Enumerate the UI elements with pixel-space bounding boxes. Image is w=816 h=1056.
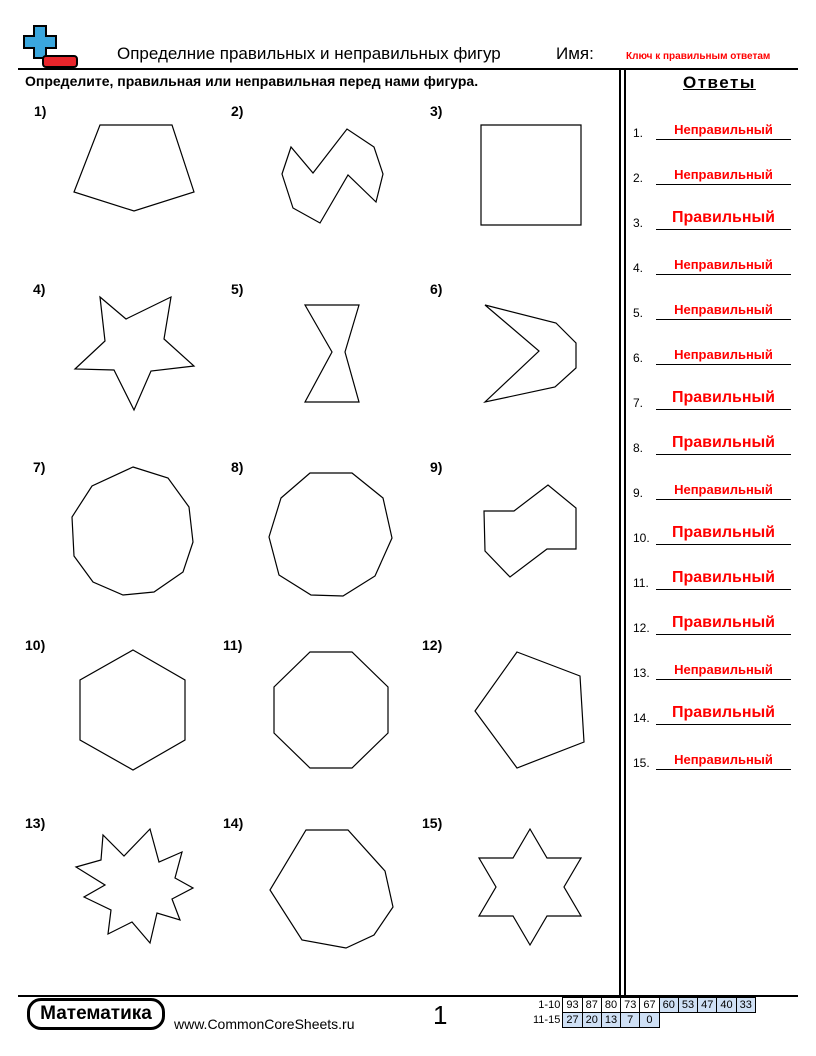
- score-row: [533, 998, 755, 1013]
- answer-row: [633, 345, 793, 365]
- page-number: 1: [433, 1000, 448, 1030]
- answer-value: Неправильный: [674, 122, 773, 137]
- answer-number: 14.: [633, 711, 650, 725]
- answer-number: 11.: [633, 576, 649, 590]
- score-table: [533, 997, 756, 1028]
- shape-3-square: [481, 125, 581, 225]
- shape-1-irregular-pentagon: [74, 125, 194, 211]
- answer-value: Неправильный: [674, 302, 773, 317]
- answer-value: Правильный: [671, 524, 775, 541]
- answer-line: [656, 724, 791, 725]
- score-cell: 93: [563, 998, 582, 1013]
- problem-number: 11): [223, 637, 243, 653]
- answer-number: 5.: [633, 306, 644, 320]
- shape-5-bowtie-polygon: [305, 305, 359, 402]
- answer-line: [656, 634, 791, 635]
- score-cell: 60: [659, 998, 678, 1013]
- answer-number: 10.: [633, 531, 650, 545]
- answer-line: [656, 319, 791, 320]
- answer-value: Правильный: [671, 704, 775, 721]
- shape-9-irregular-polygon: [484, 485, 576, 577]
- answer-line: [656, 589, 791, 590]
- shape-6-concave-polygon: [485, 305, 576, 402]
- answer-number: 1.: [633, 126, 644, 140]
- answer-line: [656, 229, 791, 230]
- answer-row: [633, 210, 793, 230]
- answer-value: Правильный: [671, 569, 775, 586]
- score-row: [533, 1013, 755, 1028]
- score-cell: 87: [582, 998, 601, 1013]
- answer-line: [656, 184, 791, 185]
- shape-7-regular-decagon: [72, 467, 193, 595]
- shape-2-irregular-polygon: [282, 129, 383, 223]
- answer-number: 6.: [633, 351, 644, 365]
- problem-number: 5): [231, 281, 244, 297]
- score-range-label: 1-10: [538, 999, 561, 1011]
- problem-number: 1): [34, 103, 47, 119]
- shape-8-regular-nonagon: [269, 473, 392, 596]
- shape-13-irregular-star: [76, 829, 193, 943]
- score-cell: 40: [717, 998, 736, 1013]
- problem-number: 3): [430, 103, 443, 119]
- answer-value: Неправильный: [674, 662, 773, 677]
- shape-12-regular-pentagon: [475, 652, 584, 768]
- problem-number: 9): [430, 459, 443, 475]
- answer-value: Неправильный: [674, 482, 773, 497]
- answer-row: [633, 435, 793, 455]
- answer-value: Неправильный: [674, 167, 773, 182]
- answer-row: [633, 165, 793, 185]
- worksheet-title: Определние правильных и неправильных фигур: [117, 44, 501, 63]
- answer-line: [656, 409, 791, 410]
- score-range-label: 11-15: [533, 1014, 561, 1026]
- answer-row: [633, 120, 793, 140]
- answer-row: [633, 390, 793, 410]
- answer-row: [633, 255, 793, 275]
- brand-badge: Математика: [27, 998, 165, 1030]
- answer-row: [633, 705, 793, 725]
- answer-line: [656, 139, 791, 140]
- answer-row: [633, 570, 793, 590]
- score-cell: 73: [621, 998, 640, 1013]
- instructions: Определите, правильная или неправильная перед нами фигура.: [25, 73, 479, 89]
- shape-15-regular-hexagram: [479, 829, 581, 945]
- score-cell: 27: [563, 1013, 582, 1028]
- score-cell: 0: [640, 1013, 659, 1028]
- problem-number: 13): [25, 815, 46, 831]
- answer-number: 9.: [633, 486, 644, 500]
- answer-row: [633, 660, 793, 680]
- answer-row: [633, 750, 793, 770]
- answer-number: 4.: [633, 261, 644, 275]
- score-cell: 53: [678, 998, 697, 1013]
- answer-number: 15.: [633, 756, 650, 770]
- shape-11-regular-octagon: [274, 652, 388, 768]
- answer-line: [656, 364, 791, 365]
- score-cell: 13: [601, 1013, 620, 1028]
- answer-line: [656, 274, 791, 275]
- score-cell: 7: [621, 1013, 640, 1028]
- score-cell: 80: [601, 998, 620, 1013]
- answer-line: [656, 769, 791, 770]
- problem-number: 6): [430, 281, 443, 297]
- score-cell: 67: [640, 998, 659, 1013]
- problem-number: 7): [33, 459, 46, 475]
- answer-value: Правильный: [671, 434, 775, 451]
- problem-number: 4): [33, 281, 46, 297]
- shape-14-regular-heptagon: [270, 830, 393, 948]
- site-url: www.CommonCoreSheets.ru: [174, 1016, 355, 1032]
- problem-number: 8): [231, 459, 244, 475]
- shape-10-regular-hexagon: [80, 650, 185, 770]
- score-cell: 20: [582, 1013, 601, 1028]
- answer-line: [656, 679, 791, 680]
- problem-number: 15): [422, 815, 443, 831]
- answer-number: 13.: [633, 666, 650, 680]
- score-cell: 33: [736, 998, 755, 1013]
- problem-number: 12): [422, 637, 443, 653]
- answer-line: [656, 544, 791, 545]
- answer-value: Правильный: [671, 389, 775, 406]
- answer-number: 8.: [633, 441, 644, 455]
- answer-row: [633, 615, 793, 635]
- name-label: Имя:: [556, 44, 594, 63]
- answer-key-label: Ключ к правильным ответам: [626, 51, 771, 62]
- answer-row: [633, 525, 793, 545]
- answer-value: Правильный: [671, 209, 775, 226]
- answer-value: Неправильный: [674, 257, 773, 272]
- answer-row: [633, 480, 793, 500]
- answers-title: Ответы: [683, 73, 756, 92]
- answer-number: 3.: [633, 216, 644, 230]
- answer-row: [633, 300, 793, 320]
- answer-line: [656, 454, 791, 455]
- answer-value: Правильный: [671, 614, 775, 631]
- answer-value: Неправильный: [674, 347, 773, 362]
- answer-number: 12.: [633, 621, 650, 635]
- score-cell: 47: [698, 998, 717, 1013]
- answer-number: 7.: [633, 396, 644, 410]
- shape-4-irregular-star: [75, 297, 194, 410]
- problem-number: 10): [25, 637, 46, 653]
- problem-number: 14): [223, 815, 244, 831]
- problem-number: 2): [231, 103, 244, 119]
- answer-line: [656, 499, 791, 500]
- answer-number: 2.: [633, 171, 644, 185]
- answer-value: Неправильный: [674, 752, 773, 767]
